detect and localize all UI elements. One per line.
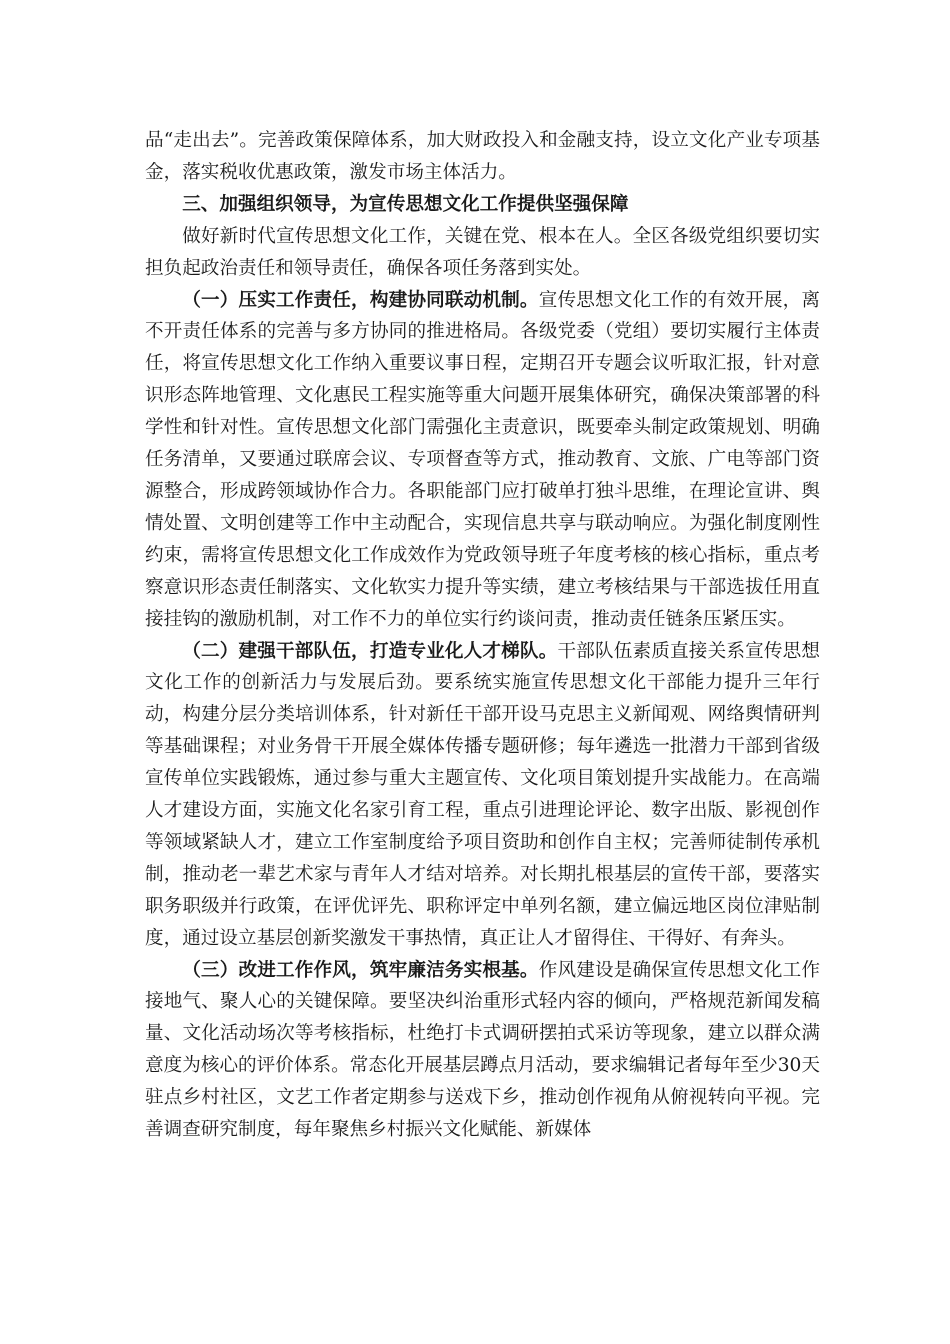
intro-paragraph: 品“走出去”。完善政策保障体系，加大财政投入和金融支持，设立文化产业专项基金，落实税收优惠政策，激发市场主体活力。 [145, 130, 820, 183]
item-1-body: 宣传思想文化工作的有效开展，离不开责任体系的完善与多方协同的推进格局。各级党委（党组）要切实履行主体责任，将宣传思想文化工作纳入重要议事日程，定期召开专题会议听取汇报，针对意识形态阵地管理、文化惠民工程实施等重大问题开展集体研究，确保决策部署的科学性和针对性。宣传思想文化部门需强化主责意识，既要牵头制定政策规划、明确任务清单，又要通过联席会议、专项督查等方式，推动教育、文旅、广电等部门资源整合，形成跨领域协作合力。各职能部门应打破单打独斗思维，在理论宣讲、舆情处置、文明创建等工作中主动配合，实现信息共享与联动响应。为强化制度刚性约束，需将宣传思想文化工作成效作为党政领导班子年度考核的核心指标，重点考察意识形态责任制落实、文化软实力提升等实绩，建立考核结果与干部选拔任用直接挂钩的激励机制，对工作不力的单位实行约谈问责，推动责任链条压紧压实。 [145, 289, 820, 630]
item-3-body: 作风建设是确保宣传思想文化工作接地气、聚人心的关键保障。要坚决纠治重形式轻内容的倾向，严格规范新闻发稿量、文化活动场次等考核指标，杜绝打卡式调研摆拍式采访等现象，建立以群众满意度为核心的评价体系。常态化开展基层蹲点月活动，要求编辑记者每年至少30天驻点乡村社区，文艺工作者定期参与送戏下乡，推动创作视角从俯视转向平视。完善调查研究制度，每年聚焦乡村振兴文化赋能、新媒体 [145, 959, 820, 1141]
item-2-body: 干部队伍素质直接关系宣传思想文化工作的创新活力与发展后劲。要系统实施宣传思想文化干部能力提升三年行动，构建分层分类培训体系，针对新任干部开设马克思主义新闻观、网络舆情研判等基础课程；对业务骨干开展全媒体传播专题研修；每年遴选一批潜力干部到省级宣传单位实践锻炼，通过参与重大主题宣传、文化项目策划提升实战能力。在高端人才建设方面，实施文化名家引育工程，重点引进理论评论、数字出版、影视创作等领域紧缺人才，建立工作室制度给予项目资助和创作自主权；完善师徒制传承机制，推动老一辈艺术家与青年人才结对培养。对长期扎根基层的宣传干部，要落实职务职级并行政策，在评优评先、职称评定中单列名额，建立偏远地区岗位津贴制度，通过设立基层创新奖激发干事热情，真正让人才留得住、干得好、有奔头。 [145, 640, 820, 949]
document-body [145, 125, 820, 1146]
item-1-paragraph [145, 285, 820, 636]
item-3-paragraph [145, 955, 820, 1146]
item-2-paragraph [145, 636, 820, 955]
section-heading-3: 三、加强组织领导，为宣传思想文化工作提供坚强保障 [182, 193, 629, 215]
item-3-heading: （三）改进工作作风，筑牢廉洁务实根基。 [182, 959, 539, 981]
section-3-intro-paragraph: 做好新时代宣传思想文化工作，关键在党、根本在人。全区各级党组织要切实担负起政治责任和领导责任，确保各项任务落到实处。 [145, 225, 820, 279]
item-1-heading: （一）压实工作责任，构建协同联动机制。 [182, 289, 539, 311]
item-2-heading: （二）建强干部队伍，打造专业化人才梯队。 [182, 640, 558, 662]
